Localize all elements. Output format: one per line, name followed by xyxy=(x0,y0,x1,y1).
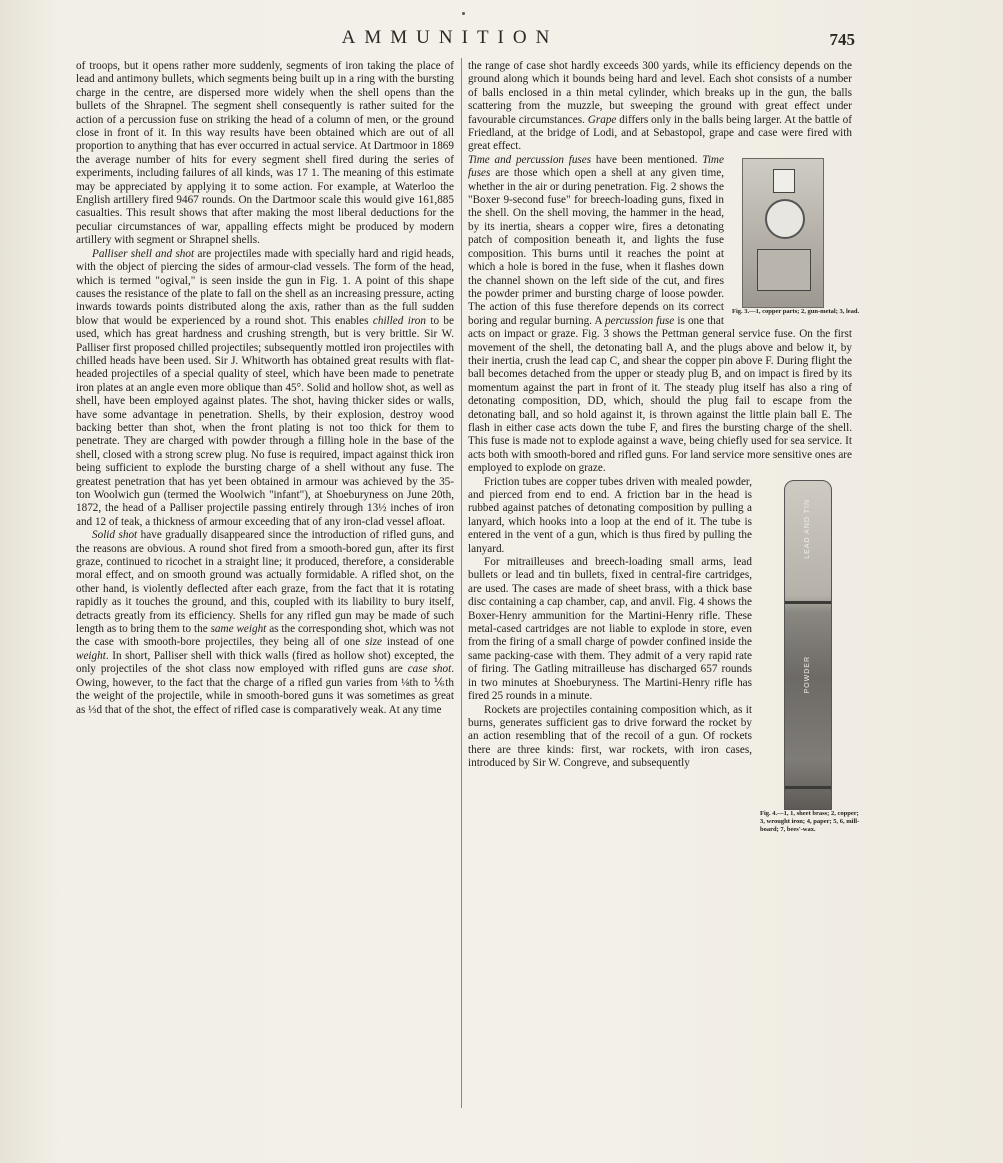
paragraph: of troops, but it opens rather more suddenly, segments of iron taking the place of lead and antimony bullets, which segments being built up in a ring with the bursting charge in the centre, are dispersed more widely when the shell opens than the bullets of the Shrapnel. The segment shell consequently is rather suited for the action of a percussion fuse on striking the head of a column of men, or the ground close in front of it. In this way results have been obtained which are out of all proportion to anything that has ever occurred in actual service. At Dartmoor in 1869 the average number of hits for every segment shell fired during the series of experiments, including failures of all kinds, was 17 1. The meaning of this estimate may be appreciated by applying it to some action. For example, at Waterloo the English artillery fired 9467 rounds. On the Dartmoor scale this would give 161,885 casualties. This result shows that after making the most liberal deductions for the peculiar circumstances of war, appalling effects might be produced by modern artillery with segment or Shrapnel shells. xyxy=(76,60,454,247)
figure-3-caption: Fig. 3.—1, copper parts; 2, gun-metal; 3, lead. xyxy=(732,307,860,315)
cartridge-label-top: LEAD AND TIN xyxy=(804,498,811,559)
figure-4-caption: Fig. 4.—1, 1, sheet brass; 2, copper; 3, wrought iron; 4, paper; 5, 6, mill-board; 7, bees'-wax. xyxy=(760,809,860,833)
cartridge-band xyxy=(785,601,831,604)
page-number: 745 xyxy=(829,30,855,49)
cartridge xyxy=(784,480,832,810)
paragraph: the range of case shot hardly exceeds 300 yards, while its efficiency depends on the ground along which it bounds being hard and level. Each shot consists of a number of balls enclosed in a thin metal cylinder, which breaks up in the gun, the balls scattering from the muzzle, but sweeping the ground with great effect under favourable circumstances. Grape differs only in the balls being larger. At the battle of Friedland, at the bridge of Lodi, and at Sebastopol, grape and case were fired with great effect. xyxy=(468,60,852,153)
paragraph: Palliser shell and shot are projectiles made with specially hard and rigid heads, with the object of piercing the sides of armour-clad vessels. The form of the head, which is termed "ogival," is seen inside the gun in Fig. 1. A point of this shape causes the resistance of the plate to fall on the shell as an increasing pressure, acting inwards towards points distributed along the axis, rather than as the full sudden blow that would be experienced by a round shot. This enables chilled iron to be used, which has great hardness and crushing strength, but is very brittle. Sir W. Palliser first proposed chilled projectiles; subsequently mottled iron projectiles with chilled heads have been used. Sir J. Whitworth has obtained great results with flat-headed projectiles of a special quality of steel, which have been made to penetrate iron plates at an angle even more oblique than 45°. Solid and hollow shot, as well as shell, have been employed against plates. The shot, having thicker sides or walls, have some advantage in penetration. Shells, by their explosion, destroy wood backing better than shot, when the front plating is not too thick for them to penetrate. They are charged with powder through a filling hole in the base of the shell, closed with a strong screw plug. No fuse is required, impact against thick iron being sufficient to explode the bursting charge of a shell without any fuse. The greatest penetration that has yet been obtained in armour was achieved by the 35-ton Woolwich gun (termed the Woolwich "infant"), at Shoeburyness on June 20th, 1872, the head of a Palliser projectile passing entirely through 13½ inches of iron and 12 of teak, a thickness of armour exceeding that of any iron-clad vessel afloat. xyxy=(76,247,454,528)
column-divider xyxy=(461,58,462,1108)
header-mark xyxy=(462,12,465,15)
paragraph: Friction tubes are copper tubes driven with mealed powder, and pierced from end to end. A friction bar in the head is rubbed against patches of detonating composition by pulling a lanyard, which hooks into a loop at the end of it. The tube is entered in the vent of a gun, which is thus fired by pulling the lanyard. xyxy=(468,475,752,555)
paragraph: Rockets are projectiles containing composition which, as it burns, generates sufficient gas to drive forward the rocket by an action resembling that of the recoil of a gun. Of rockets there are three kinds: first, war rockets, with iron cases, introduced by Sir W. Congreve, and subsequently xyxy=(468,703,752,770)
fuse-body xyxy=(742,158,824,308)
paragraph: For mitrailleuses and breech-loading small arms, lead bullets or lead and tin bullets, fixed in central-fire cartridges, are used. The cases are made of sheet brass, with a thick base disc containing a cap chamber, cap, and anvil. Fig. 4 shows the Boxer-Henry ammunition for the Martini-Henry rifle. These metal-cased cartridges are not liable to explode in store, even from the firing of a small charge of powder confined inside the same packing-case with them. They admit of a very rapid rate of firing. The Gatling mitrailleuse has discharged 657 rounds in two minutes at Shoeburyness. The Martini-Henry rifle has fired 25 rounds in a minute. xyxy=(468,556,752,703)
fuse-plug xyxy=(773,169,795,193)
fuse-lower-part xyxy=(757,249,811,291)
cartridge-label-bottom: POWDER xyxy=(804,655,811,694)
figure-3-fuse-illustration xyxy=(732,158,860,318)
figure-4-cartridge-illustration xyxy=(760,480,860,833)
page-title: AMMUNITION xyxy=(341,27,559,48)
cartridge-band xyxy=(785,786,831,789)
left-column xyxy=(76,60,454,717)
right-column: the range of case shot hardly exceeds 300 yards, while its efficiency depends on the ground along which it bounds being hard and level. Each shot consists of a number of balls enclosed in a thin metal cylinder, which breaks up in the gun, the balls scattering from the muzzle, but sweeping the ground with great effect under favourable circumstances. Grape differs only in the balls being larger. At the battle of Friedland, at the bridge of Lodi, and at Sebastopol, grape and case were fired with great effect. Fig. 3.—1, copper parts; 2, gun-metal; 3, lead. Time and percussion fuses have been mentioned. Time fuses are those which open a shell at any given time, whether in the air or during penetration. Fig. 2 shows the "Boxer 9-second fuse" for breech-loading guns, fixed in the shell. On the shell moving, the hammer in the head, by its inertia, shears a copper wire, fires a detonating patch of composition beneath it, and lights the fuse composition. This burns until it reaches the point at which a hole is bored in the fuse, when it flashes down the channel shown on the left side of the cut, and fires the powder primer and bursting charge of loose powder. The action of this fuse therefore depends on its correct boring and regular burning. A percussion fuse is one that acts on impact or graze. Fig. 3 shows the Pettman general service fuse. On the first movement of the shell, the detonating ball A, and the plugs above and below it, by their inertia, crush the lead cap C, and shear the copper pin above F. During flight the ball becomes detached from the upper or steady plug B, and on impact is fired by its momentum against the part in front of it. The steady plug itself has also a ring of detonating composition, DD, which, should the plug fail to escape from the detonating ball, and so hold against it, is thrown against the little plain ball E. The flash in either case acts down the tube F, and fires the bursting charge of the shell. This fuse is made not to explode against a wave, being chiefly used for sea service. It acts both with smooth-bored and rifled guns. For land service more sensitive ones are employed to explode on graze. LEAD AND TIN POWDER Fig. 4.—1, 1, sheet brass; 2, copper; 3, wrought iron; 4, paper; 5, 6, mill-board; 7, bees'-wax. Friction tubes are copper tubes driven with mealed powder, and pierced from end to end. A friction bar in the head is rubbed against patches of detonating composition by pulling a lanyard, which hooks into a loop at the end of it. The tube is entered in the vent of a gun, which is thus fired by pulling the lanyard. For mitrailleuses and breech-loading small arms, lead bullets or lead and tin bullets, fixed in central-fire cartridges, are used. The cases are made of sheet brass, with a thick base disc containing a cap chamber, cap, and anvil. Fig. 4 shows the Boxer-Henry ammunition for the Martini-Henry rifle. These metal-cased cartridges are not liable to explode in store, even from the firing of a small charge of powder confined inside the same packing-case with them. They admit of a very rapid rate of firing. The Gatling mitrailleuse has discharged 657 rounds in two minutes at Shoeburyness. The Martini-Henry rifle has fired 25 rounds in a minute. Rockets are projectiles containing composition which, as it burns, generates sufficient gas to drive forward the rocket by an action resembling that of the recoil of a gun. Of rockets there are three kinds: first, war rockets, with iron cases, introduced by Sir W. Congreve, and subsequently xyxy=(468,60,852,824)
paragraph: Solid shot have gradually disappeared since the introduction of rifled guns, and the reasons are obvious. A round shot fired from a smooth-bored gun, after its first graze, continued to ricochet in a straight line; it produced, therefore, a considerable moral effect, and on smooth ground was actually formidable. A rifled shot, on the other hand, is violently deflected after each graze, from the fact that it is rotating rapidly as it touches the ground, and this, coupled with its liability to bury itself, detracts greatly from its efficiency. Shells for any rifled gun may be made of such length as to bring them to the same weight as the corresponding shot, which was not the case with smooth-bore projectiles, they being all of one size instead of one weight. In short, Palliser shell with thick walls (fired as hollow shot) excepted, the only projectiles of the shot class now employed with rifled guns are case shot. Owing, however, to the fact that the charge of a rifled gun varies from ⅛th to ⅙th the weight of the projectile, while in smooth-bored guns it was sometimes as great as ⅓d that of the shot, the effect of rifled case is comparatively weak. At any time xyxy=(76,529,454,716)
detonating-ball xyxy=(765,199,805,239)
